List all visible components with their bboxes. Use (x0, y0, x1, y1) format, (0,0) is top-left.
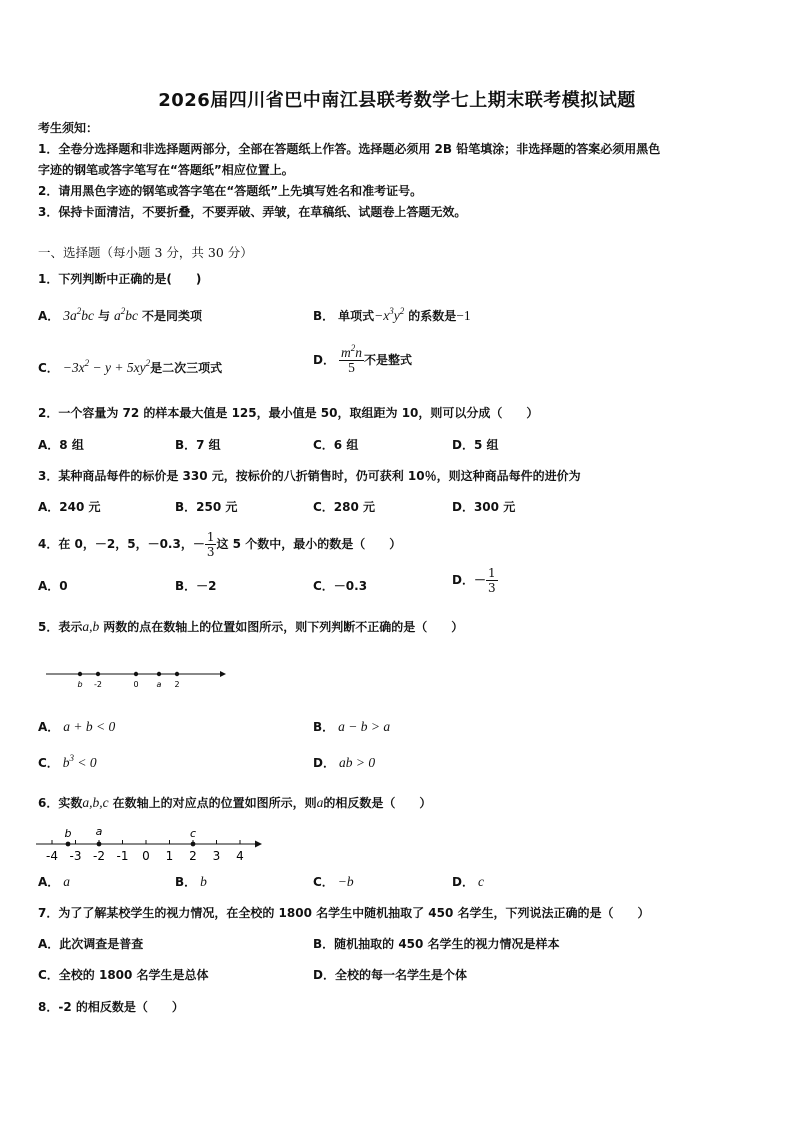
q6-option-c[interactable] (313, 872, 354, 892)
q2-option-a[interactable]: A．8 组 (38, 438, 84, 452)
q5-option-d[interactable] (313, 753, 375, 773)
q7-option-d[interactable]: D．全校的每一名学生是个体 (313, 968, 467, 982)
stem-text: 5．表示 (38, 620, 83, 634)
option-label: B． (175, 875, 197, 889)
q6-option-a[interactable] (38, 872, 70, 892)
fraction: $\frac{1}{3}$ (487, 566, 496, 595)
q2-option-d[interactable]: D．5 组 (452, 438, 499, 452)
option-text: 不是整式 (363, 353, 412, 367)
q5-option-b[interactable] (313, 717, 390, 737)
option-label: A． (38, 875, 60, 889)
point-label-c: c (189, 827, 197, 840)
point-b (78, 672, 82, 676)
q5-option-c[interactable] (38, 753, 97, 773)
q4-option-c[interactable]: C．－0.3 (313, 579, 368, 593)
stem-text: 在数轴上的对应点的位置如图所示，则 (112, 796, 317, 810)
q3-option-c[interactable]: C．280 元 (313, 500, 376, 514)
question-7-stem: 7．为了了解某校学生的视力情况，在全校的 1800 名学生中随机抽取了 450 名学生，下列说法正确的是（ ） (38, 906, 650, 920)
option-label: B． (313, 720, 335, 734)
axis-ticks (46, 840, 244, 863)
tick-label: 0 (142, 849, 150, 863)
tick-label: 4 (236, 849, 244, 863)
point-neg2 (96, 672, 100, 676)
option-label: D． (452, 875, 474, 889)
option-label: D． (313, 756, 335, 770)
point-c (191, 842, 196, 847)
stem-text: 4．在 0，－2，5，－0.3，－ (38, 537, 205, 551)
math-expr: a (316, 795, 324, 810)
option-text: 不是同类项 (142, 309, 203, 323)
tick-label: 1 (165, 849, 174, 863)
option-label: D．－ (452, 573, 486, 587)
tick-label: -1 (116, 849, 129, 863)
q4-option-d[interactable] (452, 566, 498, 595)
axis-label: 2 (174, 680, 180, 689)
fraction: $\frac{1}{3}$ (206, 530, 215, 559)
axis-label: a (156, 680, 162, 689)
tick-label: -3 (69, 849, 82, 863)
tick-label: 3 (212, 849, 221, 863)
option-text: 是二次三项式 (150, 361, 223, 375)
q1-option-c[interactable] (38, 358, 222, 378)
q1-option-a[interactable] (38, 306, 202, 326)
question-3-stem: 3．某种商品每件的标价是 330 元，按标价的八折销售时，仍可获利 10％，则这种商品每件的进价为 (38, 469, 581, 483)
stem-text: 两数的点在数轴上的位置如图所示，则下列判断不正确的是（ ） (103, 620, 464, 634)
math-expr: b (200, 874, 207, 889)
point-a (157, 672, 161, 676)
axis-label: b (77, 680, 83, 689)
option-label: C． (38, 756, 59, 770)
question-4-stem (38, 530, 401, 559)
point-label-b: b (64, 827, 72, 840)
q1-option-b[interactable] (313, 306, 471, 326)
tick-label: -2 (93, 849, 105, 863)
q3-option-a[interactable]: A．240 元 (38, 500, 101, 514)
math-expr: a + b < 0 (63, 719, 116, 734)
axis-label: -2 (94, 680, 102, 689)
question-2-stem: 2．一个容量为 72 的样本最大值是 125，最小值是 50，取组距为 10，则可以分成（ ） (38, 406, 539, 420)
stem-text: 的相反数是（ ） (323, 796, 432, 810)
q4-option-b[interactable]: B．－2 (175, 579, 217, 593)
notice-item: 1．全卷分选择题和非选择题两部分，全部在答题纸上作答。选择题必须用 2B 铅笔填涂；非选择题的答案必须用黑色 (38, 142, 661, 156)
q5-option-a[interactable] (38, 717, 115, 737)
math-expr: a − b > a (338, 719, 391, 734)
math-expr: a,b,c (82, 795, 109, 810)
tick-label: 2 (189, 849, 197, 863)
q7-option-a[interactable]: A．此次调查是普查 (38, 937, 144, 951)
question-5-stem (38, 617, 463, 637)
math-expr: a,b (82, 619, 100, 634)
q3-option-b[interactable]: B．250 元 (175, 500, 238, 514)
point-2 (175, 672, 179, 676)
q3-option-d[interactable]: D．300 元 (452, 500, 516, 514)
q2-option-c[interactable]: C．6 组 (313, 438, 359, 452)
tick-label: -4 (46, 849, 58, 863)
q7-option-b[interactable]: B．随机抽取的 450 名学生的视力情况是样本 (313, 937, 560, 951)
q4-option-a[interactable]: A．0 (38, 579, 68, 593)
math-expr: $3a^2bc$ (63, 305, 95, 323)
stem-text: 6．实数 (38, 796, 83, 810)
option-text: 与 (98, 309, 111, 323)
q6-option-b[interactable] (175, 872, 207, 892)
point-label-a: a (95, 825, 103, 838)
notice-item: 字迹的钢笔或答字笔写在“答题纸”相应位置上。 (38, 163, 294, 177)
option-text: 单项式 (338, 309, 375, 323)
math-expr: ab > 0 (338, 755, 376, 770)
option-label: D． (313, 353, 335, 367)
option-text: 的系数是 (408, 309, 457, 323)
point-b (66, 842, 71, 847)
question-6-stem (38, 793, 431, 813)
fraction: $\frac{m^2n}{5}$ (340, 342, 362, 375)
math-expr: a (63, 874, 71, 889)
notice-item: 2．请用黑色字迹的钢笔或答字笔在“答题纸”上先填写姓名和准考证号。 (38, 184, 423, 198)
page-title: 2026届四川省巴中南江县联考数学七上期末联考模拟试题 (158, 90, 636, 111)
question-8-stem: 8．-2 的相反数是（ ） (38, 1000, 184, 1014)
math-expr: c (477, 874, 484, 889)
math-expr: $-x^3y^2$ (374, 305, 405, 323)
stem-text: 这 5 个数中，最小的数是（ ） (216, 537, 402, 551)
number-line-q5 (40, 662, 230, 692)
option-label: C． (313, 875, 334, 889)
q7-option-c[interactable]: C．全校的 1800 名学生是总体 (38, 968, 209, 982)
option-label: A． (38, 309, 60, 323)
question-1-stem: 1．下列判断中正确的是( ) (38, 272, 202, 286)
point-a (97, 842, 102, 847)
q6-option-d[interactable] (452, 872, 484, 892)
number-line-q6 (34, 822, 264, 864)
option-label: B． (313, 309, 335, 323)
point-0 (134, 672, 138, 676)
math-expr: $b^3 < 0$ (62, 752, 97, 770)
math-expr: −b (337, 874, 354, 889)
q1-option-d[interactable] (313, 342, 412, 375)
section-heading: 一、选择题（每小题 3 分，共 30 分） (38, 245, 253, 260)
math-expr: $a^2bc$ (114, 305, 139, 323)
math-expr: −1 (456, 308, 471, 323)
notice-item: 3．保持卡面清洁，不要折叠，不要弄破、弄皱，在草稿纸、试题卷上答题无效。 (38, 205, 467, 219)
option-label: C． (38, 361, 59, 375)
axis-label: 0 (133, 680, 139, 689)
math-expr: $-3x^2 - y + 5xy^2$ (62, 357, 151, 375)
q2-option-b[interactable]: B．7 组 (175, 438, 221, 452)
notice-heading: 考生须知： (38, 121, 99, 135)
option-label: A． (38, 720, 60, 734)
